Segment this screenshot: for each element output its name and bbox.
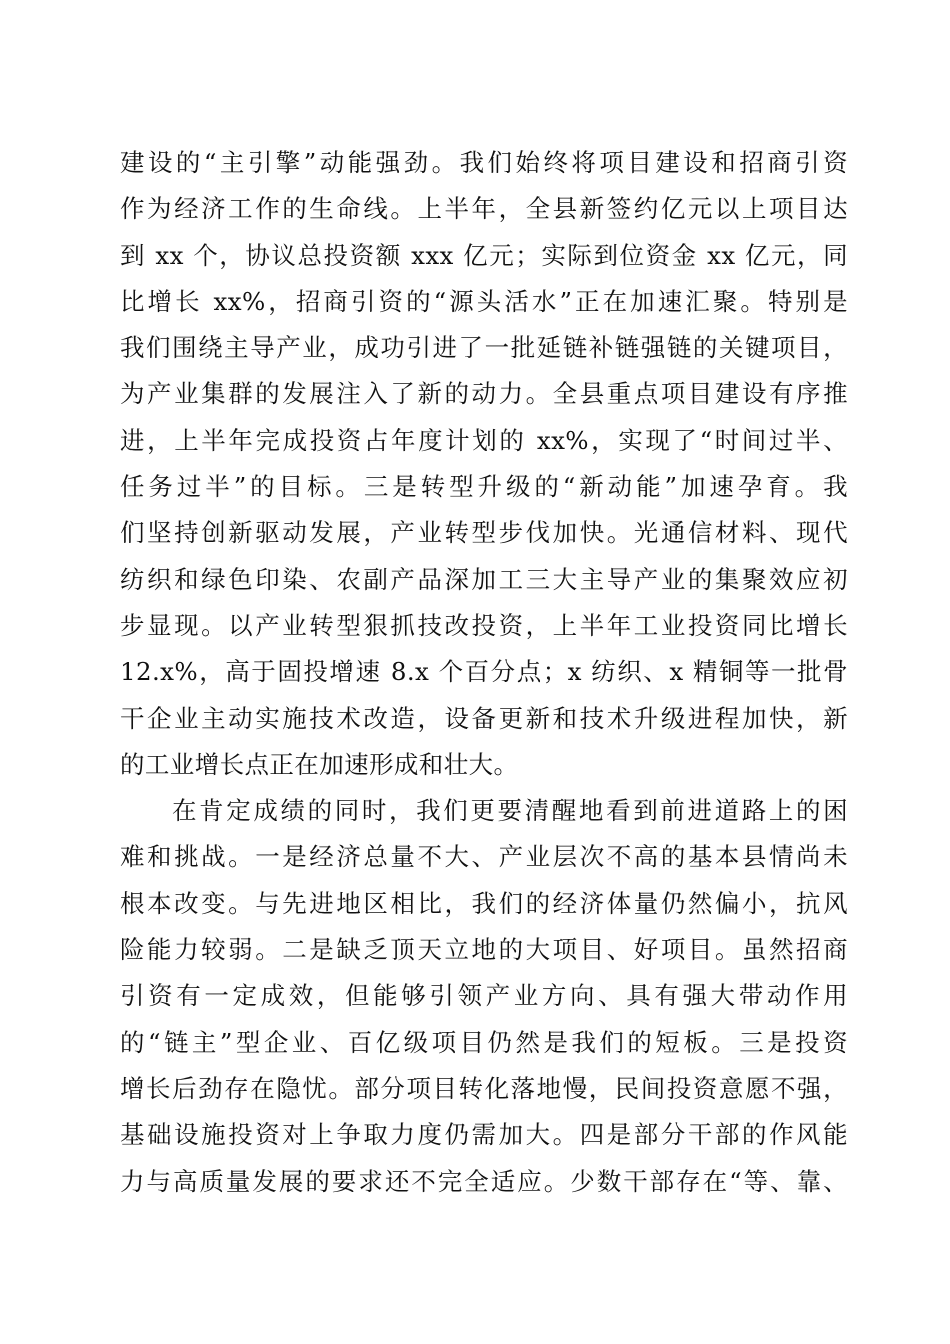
text-line: 到 xx 个，协议总投资额 xxx 亿元；实际到位资金 xx 亿元，同 [120,240,848,270]
text-line: 干企业主动实施技术改造，设备更新和技术升级进程加快，新 [120,703,848,733]
text-line: 的工业增长点正在加速形成和壮大。 [120,749,519,779]
text-line: 力与高质量发展的要求还不完全适应。少数干部存在“等、靠、 [120,1166,848,1196]
text-line: 进，上半年完成投资占年度计划的 xx%，实现了“时间过半、 [120,425,848,455]
text-line: 任务过半”的目标。三是转型升级的“新动能”加速孕育。我 [120,472,848,502]
text-line: 作为经济工作的生命线。上半年，全县新签约亿元以上项目达 [120,194,848,224]
text-line: 建设的“主引擎”动能强劲。我们始终将项目建设和招商引资 [120,148,848,177]
text-line: 我们围绕主导产业，成功引进了一批延链补链强链的关键项目， [120,333,848,363]
text-line: 的“链主”型企业、百亿级项目仍然是我们的短板。三是投资 [120,1027,848,1057]
text-line: 12.x%，高于固投增速 8.x 个百分点；x 纺织、x 精铜等一批骨 [120,657,848,687]
text-line: 引资有一定成效，但能够引领产业方向、具有强大带动作用 [120,981,848,1011]
text-line: 难和挑战。一是经济总量不大、产业层次不高的基本县情尚未 [120,842,848,872]
text-line: 为产业集群的发展注入了新的动力。全县重点项目建设有序推 [120,379,848,409]
text-line: 基础设施投资对上争取力度仍需加大。四是部分干部的作风能 [120,1120,848,1150]
paragraph-first-line: 在肯定成绩的同时，我们更要清醒地看到前进道路上的困 [172,796,848,826]
text-line: 比增长 xx%，招商引资的“源头活水”正在加速汇聚。特别是 [120,286,848,316]
text-line: 步显现。以产业转型狠抓技改投资，上半年工业投资同比增长 [120,610,848,640]
text-line: 根本改变。与先进地区相比，我们的经济体量仍然偏小，抗风 [120,888,848,918]
text-line: 险能力较弱。二是缺乏顶天立地的大项目、好项目。虽然招商 [120,935,848,965]
text-line: 增长后劲存在隐忧。部分项目转化落地慢，民间投资意愿不强， [120,1073,848,1103]
body-text [120,140,848,1205]
text-line: 们坚持创新驱动发展，产业转型步伐加快。光通信材料、现代 [120,518,848,548]
text-line: 纺织和绿色印染、农副产品深加工三大主导产业的集聚效应初 [120,564,848,594]
